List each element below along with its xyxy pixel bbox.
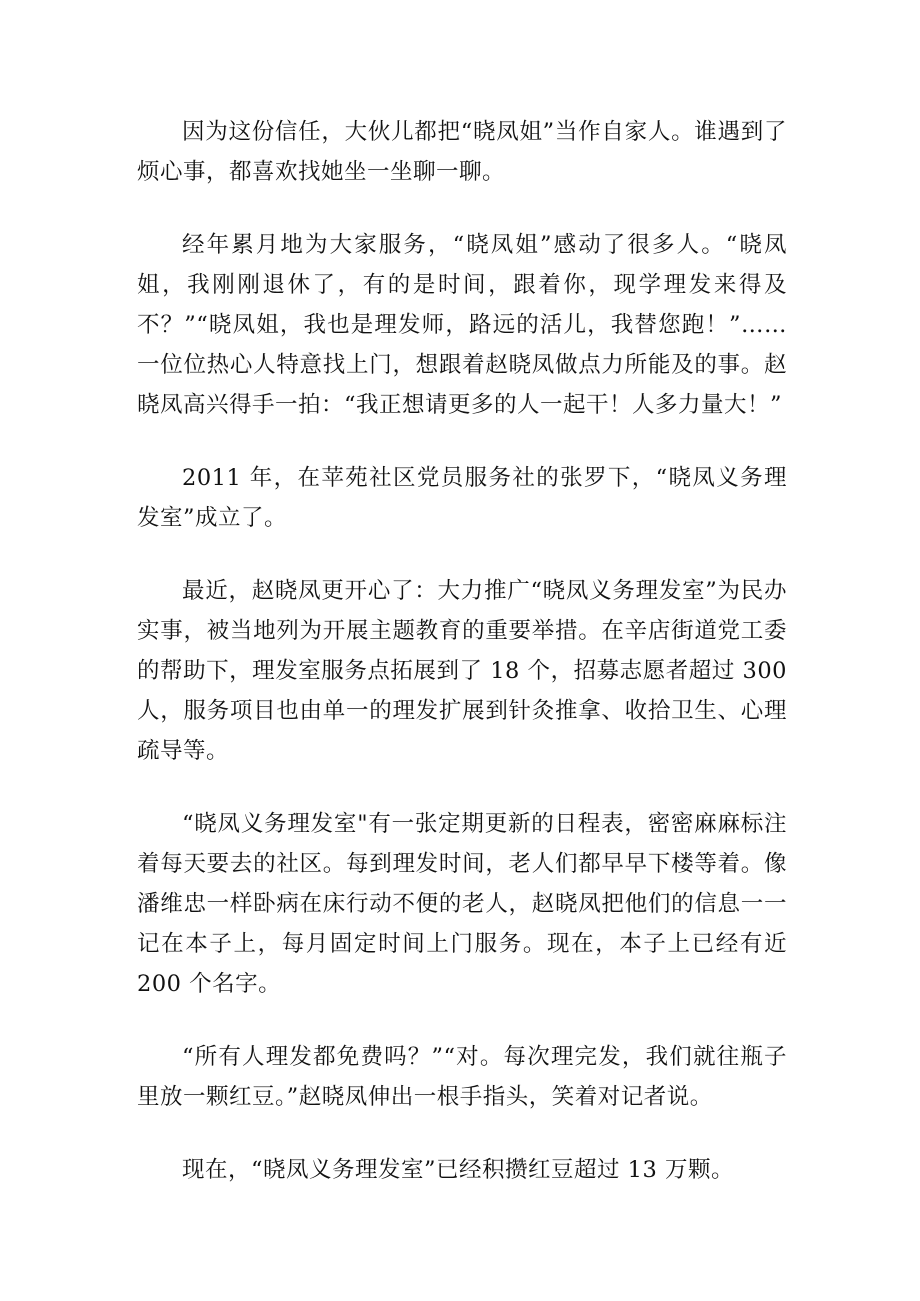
paragraph-1: 因为这份信任，大伙儿都把“晓凤姐”当作自家人。谁遇到了烦心事，都喜欢找她坐一坐聊一聊。 — [137, 119, 787, 185]
paragraph-3: 2011 年，在苹苑社区党员服务社的张罗下，“晓凤义务理发室”成立了。 — [137, 465, 787, 531]
paragraph-5: “晓凤义务理发室"有一张定期更新的日程表，密密麻麻标注着每天要去的社区。每到理发时间，老人们都早早下楼等着。像潘维忠一样卧病在床行动不便的老人，赵晓凤把他们的信息一一记在本子上，每月固定时间上门服务。现在，本子上已经有近 200 个名字。 — [137, 811, 787, 997]
paragraph-7: 现在，“晓凤义务理发室”已经积攒红豆超过 13 万颗。 — [182, 1157, 734, 1183]
paragraph-2: 经年累月地为大家服务，“晓凤姐”感动了很多人。“晓凤姐，我刚刚退休了，有的是时间，跟着你，现学理发来得及不？”“晓凤姐，我也是理发师，路远的活儿，我替您跑！”……一位位热心人特意找上门，想跟着赵晓凤做点力所能及的事。赵晓凤高兴得手一拍：“我正想请更多的人一起干！人多力量大！” — [137, 232, 787, 418]
paragraph-6: “所有人理发都免费吗？”“对。每次理完发，我们就往瓶子里放一颗红豆。”赵晓凤伸出一根手指头，笑着对记者说。 — [137, 1044, 787, 1110]
paragraph-4: 最近，赵晓凤更开心了：大力推广“晓凤义务理发室”为民办实事，被当地列为开展主题教育的重要举措。在辛店街道党工委的帮助下，理发室服务点拓展到了 18 个，招募志愿者超过 300 人，服务项目也由单一的理发扩展到针灸推拿、收拾卫生、心理疏导等。 — [137, 578, 787, 764]
article-body — [137, 112, 787, 1190]
